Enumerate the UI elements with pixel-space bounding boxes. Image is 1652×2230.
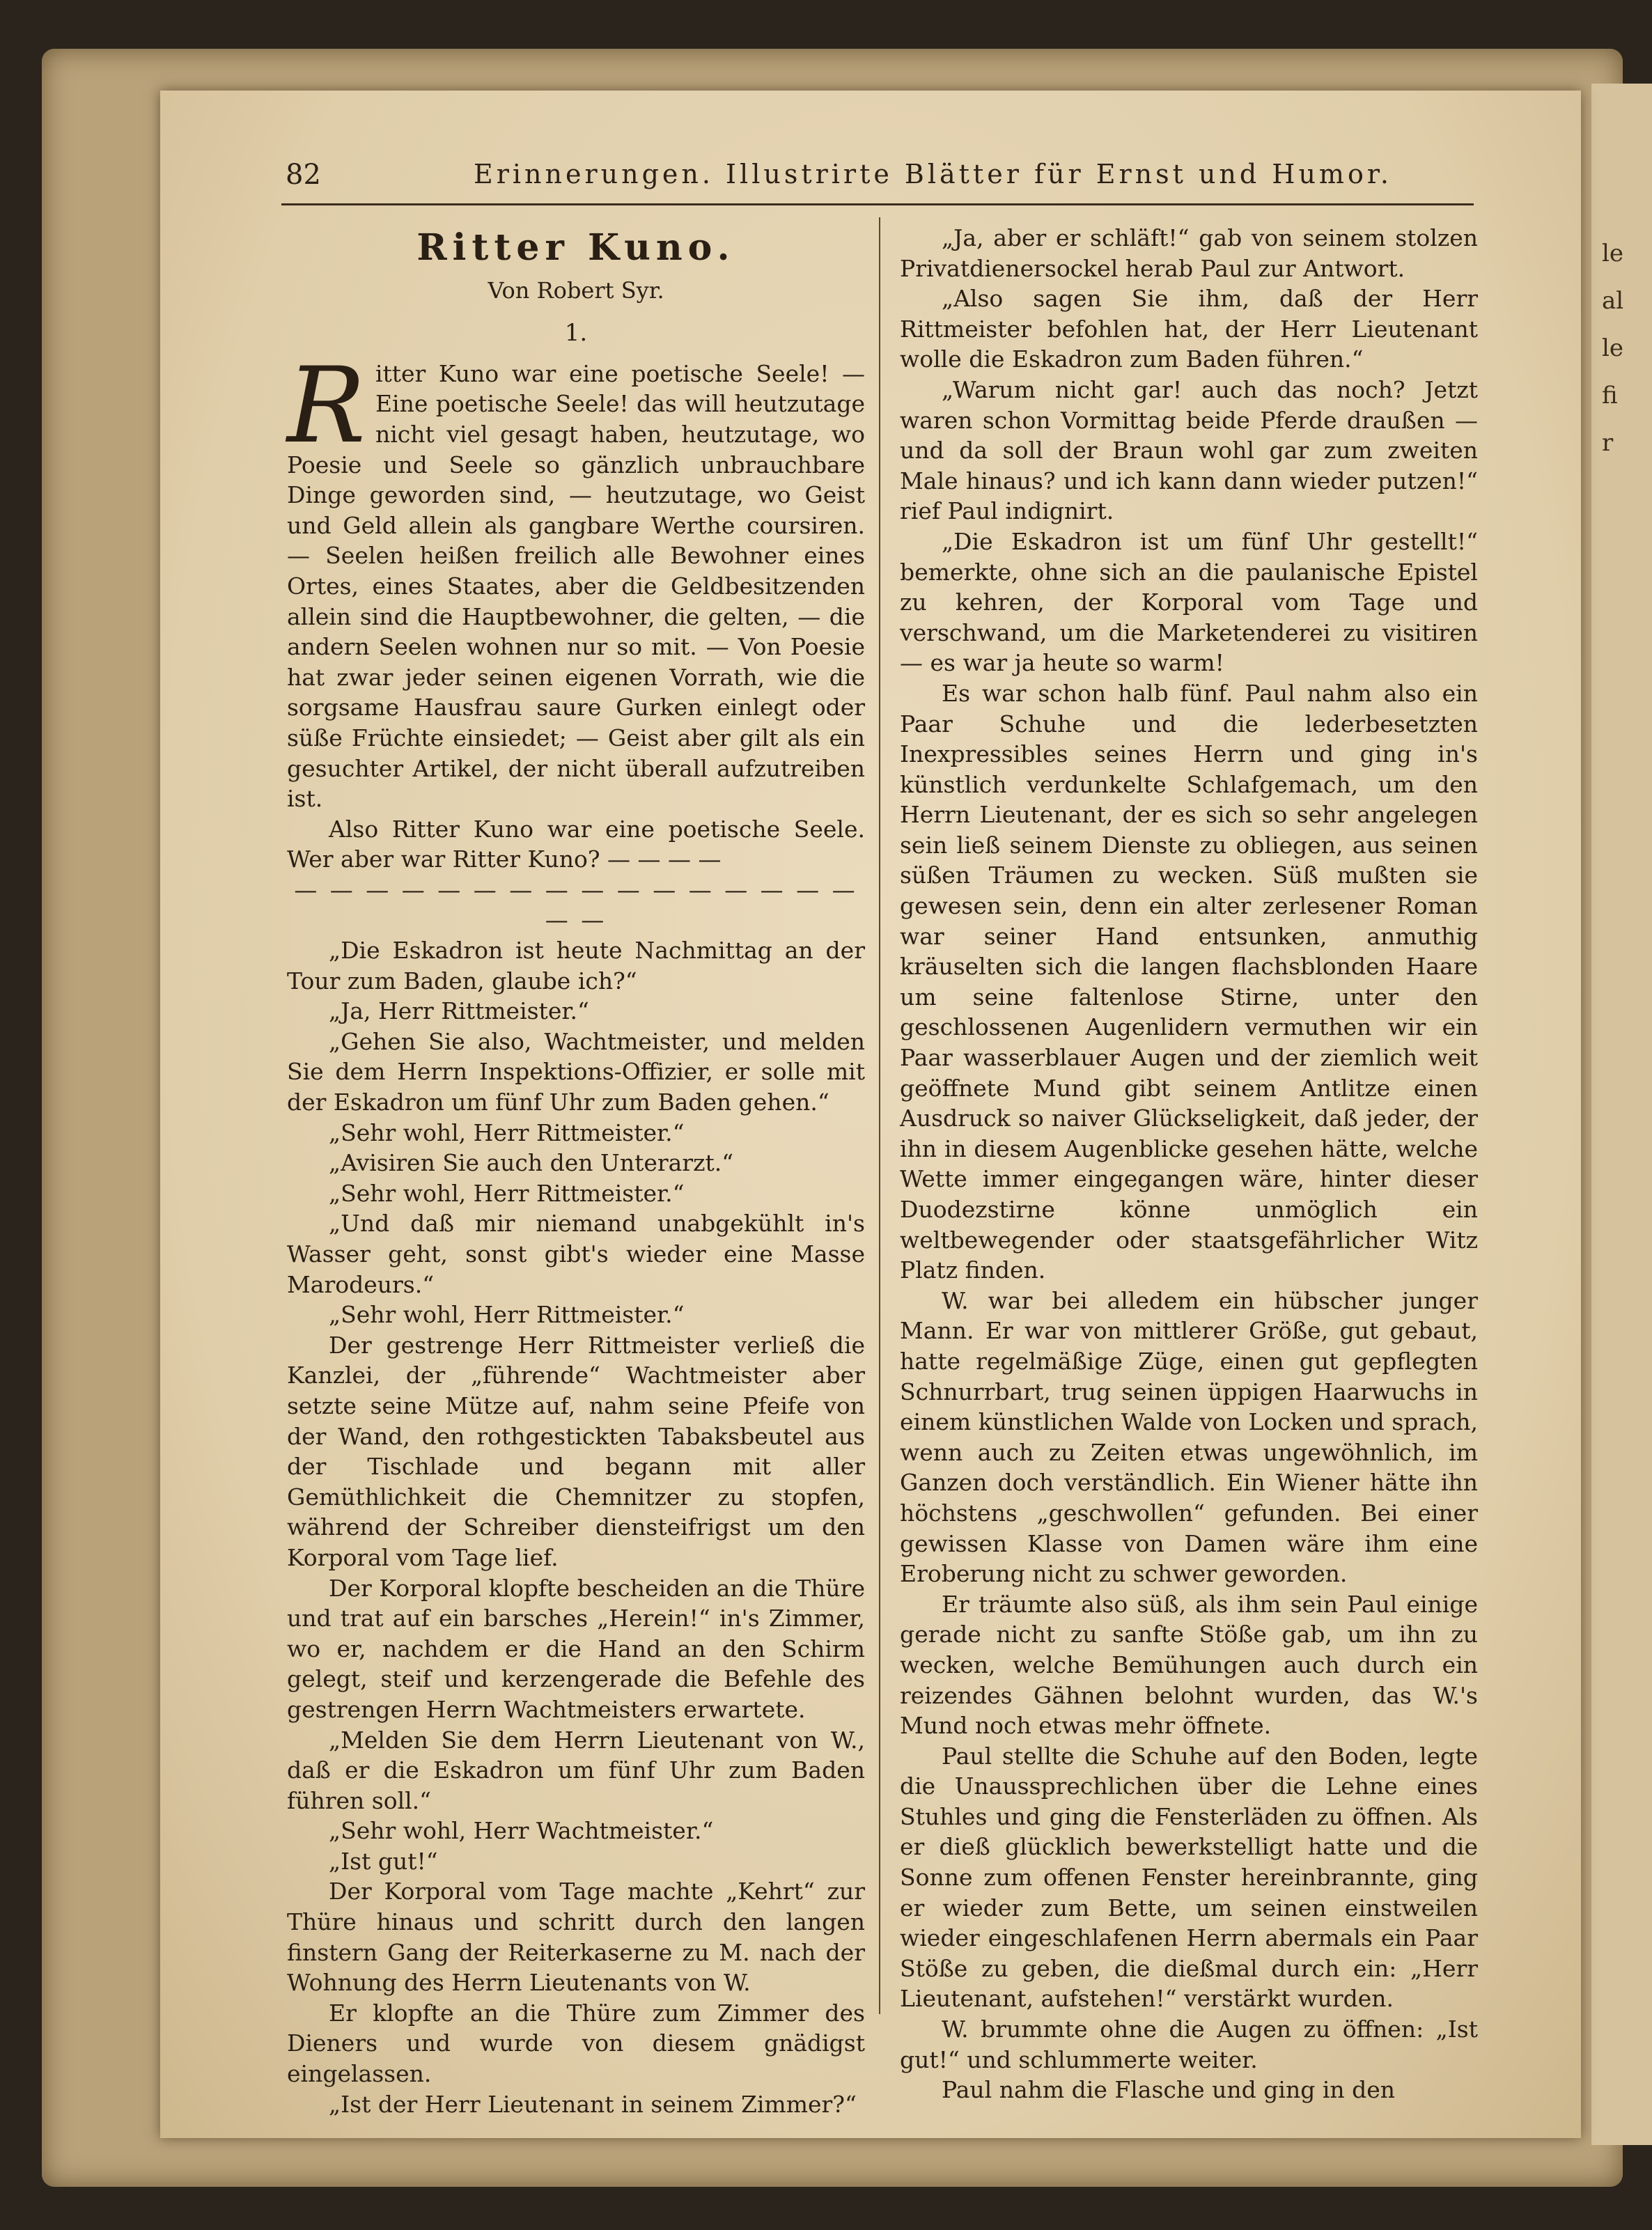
paragraph: Er träumte also süß, als ihm sein Paul einige gerade nicht zu sanfte Stöße gab, um ihn zu wecken, welche Bemühungen auch durch ein reizendes Gähnen belohnt wurden, das W.'s Mund noch etwas mehr öffnete. bbox=[900, 1590, 1478, 1740]
paragraph: „Sehr wohl, Herr Rittmeister.“ bbox=[329, 1301, 685, 1329]
paragraph: „Also sagen Sie ihm, daß der Herr Rittmeister befohlen hat, der Herr Lieutenant wolle die Eskadron zum Baden führen.“ bbox=[900, 285, 1478, 373]
paragraph: Der Korporal vom Tage machte „Kehrt“ zur Thüre hinaus und schritt durch den langen finstern Gang der Reiterkaserne zu M. nach der Wohnung des Herrn Lieutenants von W. bbox=[287, 1878, 865, 1997]
column-divider bbox=[879, 217, 880, 2014]
right-column bbox=[900, 223, 1478, 2105]
section-separator: — — — — — — — — — — — — — — — — — — bbox=[294, 875, 858, 934]
paragraph: Paul nahm die Flasche und ging in den bbox=[942, 2076, 1396, 2104]
running-title: Erinnerungen. Illustrirte Blätter für Ernst und Humor. bbox=[474, 159, 1392, 189]
header-rule bbox=[281, 203, 1474, 205]
paragraph: Paul stellte die Schuhe auf den Boden, legte die Unaussprechlichen über die Lehne eines Stuhles und ging die Fensterläden zu öffnen. Als er dieß glücklich bewerkstelligt hatte und die Sonne zum offenen Fenster hereinbrannte, ging er wieder zum Bette, um seinen einstweilen wieder eingeschlafenen Herrn abermals ein Paar Stöße zu geben, die dießmal durch ein: „Herr Lieutenant, aufstehen!“ verstärkt wurden. bbox=[900, 1742, 1478, 2013]
facing-page-fragment: le al le fi r bbox=[1602, 240, 1624, 457]
paragraph: Der Korporal klopfte bescheiden an die Thüre und trat auf ein barsches „Herein!“ in's Zimmer, wo er, nachdem er die Hand an den Schirm gelegt, steif und kerzengerade die Befehle des gestrengen Herrn Wachtmeisters erwartete. bbox=[287, 1574, 865, 1723]
paragraph: Er klopfte an die Thüre zum Zimmer des Dieners und wurde von diesem gnädigst eingelassen. bbox=[287, 1999, 865, 2088]
paragraph: W. war bei alledem ein hübscher junger Mann. Er war von mittlerer Größe, gut gebaut, hatte regelmäßige Züge, einen gut gepflegten Schnurrbart, trug seinen üppigen Haarwuchs in einem künstlichen Walde von Locken und sprach, wenn auch zu Zeiten etwas ungewöhnlich, im Ganzen doch verständlich. Ein Wiener hätte ihn höchstens „geschwollen“ gefunden. Bei einer gewissen Klasse von Damen wäre ihm eine Eroberung nicht zu schwer geworden. bbox=[900, 1286, 1478, 1588]
drop-cap: R bbox=[287, 345, 366, 467]
paragraph: „Die Eskadron ist um fünf Uhr gestellt!“ bemerkte, ohne sich an die paulanische Epistel zu kehren, der Korporal vom Tage und verschwand, um die Marketenderei zu visitiren — es war ja heute so warm! bbox=[900, 527, 1478, 677]
paragraph: Ritter Kuno war eine poetische Seele! — Eine poetische Seele! das will heutzutage nicht viel gesagt haben, heutzutage, wo Poesie und Seele so gänzlich unbrauchbare Dinge geworden sind, — heutzutage, wo Geist und Geld allein als gangbare Werthe coursiren. — Seelen heißen freilich alle Bewohner eines Ortes, eines Staates, aber die Geldbesitzenden allein sind die Hauptbewohner, die gelten, — die andern Seelen wohnen nur so mit. — Von Poesie hat zwar jeder seinen eigenen Vorrath, wie die sorgsame Hausfrau saure Gurken einlegt oder süße Früchte einsiedet; — Geist aber gilt als ein gesuchter Artikel, der nicht überall aufzutreiben ist. bbox=[287, 345, 865, 813]
article-title: Ritter Kuno. bbox=[416, 226, 735, 269]
page-header bbox=[286, 159, 1470, 201]
paragraph: Der gestrenge Herr Rittmeister verließ die Kanzlei, der „führende“ Wachtmeister aber setzte seine Mütze auf, nahm seine Pfeife von der Wand, den rothgestickten Tabaksbeutel aus der Tischlade und begann mit aller Gemüthlichkeit die Chemnitzer zu stopfen, während der Schreiber diensteifrigst um den Korporal vom Tage lief. bbox=[287, 1331, 865, 1571]
paragraph: „Sehr wohl, Herr Rittmeister.“ bbox=[329, 1118, 685, 1146]
paragraph: „Sehr wohl, Herr Wachtmeister.“ bbox=[329, 1817, 714, 1845]
left-column bbox=[287, 223, 865, 2119]
paragraph: Es war schon halb fünf. Paul nahm also ein Paar Schuhe und die lederbesetzten Inexpressibles seines Herrn und ging in's künstlich verdunkelte Schlafgemach, um den Herrn Lieutenant, der es sich so sehr angelegen sein ließ seinem Dienste zu obliegen, aus seinen süßen Träumen zu wecken. Süß mußten sie gewesen sein, denn ein alter zerlesener Roman war seiner Hand entsunken, anmuthig kräuselten sich die langen flachsblonden Haare um seine faltenlose Stirne, unter den geschlossenen Augenlidern vermuthen wir ein Paar wasserblauer Augen und der ziemlich weit geöffnete Mund gibt seinem Antlitze einen Ausdruck so naiver Glückseligkeit, daß jeder, der ihn in diesem Augenblicke gesehen hätte, welche Wette immer eingegangen wäre, hinter dieser Duodezstirne könne unmöglich ein weltbewegender oder staatsgefährlicher Witz Platz finden. bbox=[900, 679, 1478, 1284]
chapter-number: 1. bbox=[564, 319, 588, 348]
paragraph: „Gehen Sie also, Wachtmeister, und melden Sie dem Herrn Inspektions-Offizier, er solle mit der Eskadron um fünf Uhr zum Baden gehen.“ bbox=[287, 1027, 865, 1116]
paragraph: „Ja, aber er schläft!“ gab von seinem stolzen Privatdienersockel herab Paul zur Antwort. bbox=[900, 224, 1478, 282]
paragraph: „Die Eskadron ist heute Nachmittag an der Tour zum Baden, glaube ich?“ bbox=[287, 937, 865, 995]
paragraph: „Ja, Herr Rittmeister.“ bbox=[329, 997, 589, 1025]
page-number: 82 bbox=[286, 159, 321, 191]
paragraph: „Und daß mir niemand unabgekühlt in's Wasser geht, sonst gibt's wieder eine Masse Marodeurs.“ bbox=[287, 1210, 865, 1298]
article-author: Von Robert Syr. bbox=[488, 276, 664, 304]
paragraph: „Avisiren Sie auch den Unterarzt.“ bbox=[329, 1149, 734, 1177]
paragraph: „Melden Sie dem Herrn Lieutenant von W., daß er die Eskadron um fünf Uhr zum Baden führen soll.“ bbox=[287, 1726, 865, 1814]
paragraph: W. brummte ohne die Augen zu öffnen: „Ist gut!“ und schlummerte weiter. bbox=[900, 2015, 1478, 2073]
paragraph: „Ist der Herr Lieutenant in seinem Zimmer?“ bbox=[329, 2090, 857, 2118]
paragraph: „Ist gut!“ bbox=[329, 1847, 438, 1875]
paragraph: „Warum nicht gar! auch das noch? Jetzt waren schon Vormittag beide Pferde draußen — und da soll der Braun wohl gar zum zweiten Male hinaus? und ich kann dann wieder putzen!“ rief Paul indignirt. bbox=[900, 375, 1478, 525]
paragraph: Also Ritter Kuno war eine poetische Seele. Wer aber war Ritter Kuno? — — — — bbox=[287, 815, 865, 873]
paragraph: „Sehr wohl, Herr Rittmeister.“ bbox=[329, 1179, 685, 1207]
